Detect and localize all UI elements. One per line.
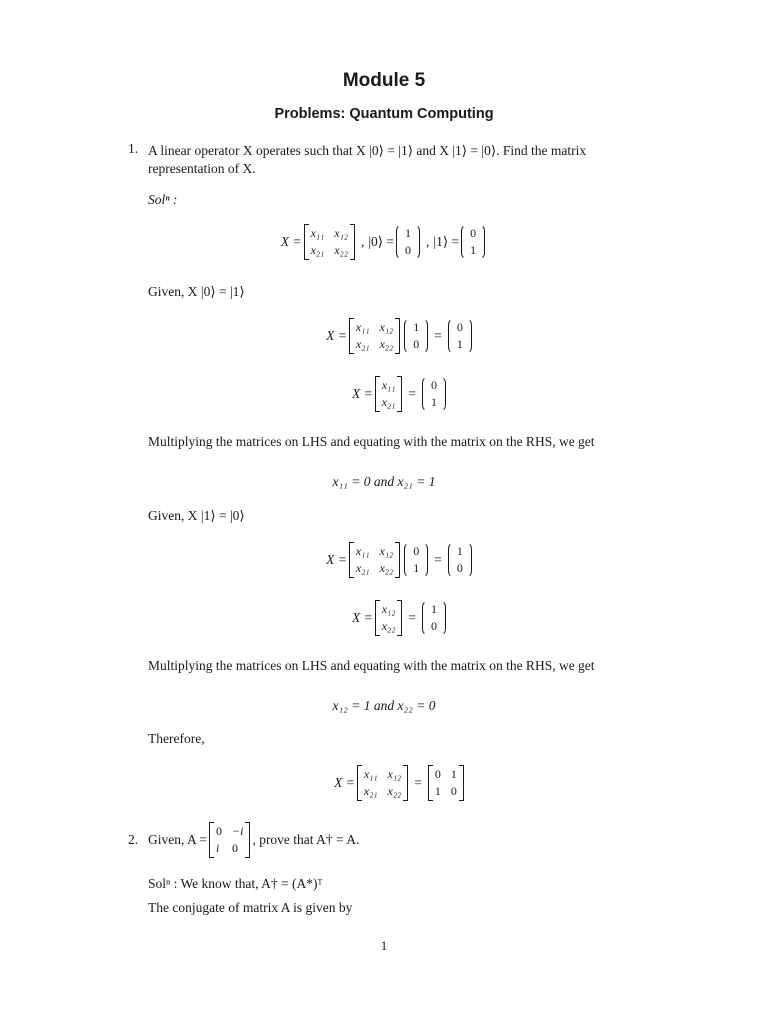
result-2: x₁₂ = 1 and x₂₂ = 0	[332, 698, 436, 713]
ket1-label: |1⟩ =	[433, 234, 460, 249]
ket0-vector: 1 0	[396, 224, 420, 260]
ket0-label: |0⟩ =	[368, 234, 395, 249]
equation-x-final: X = x₁₁ x₁₂ x₂₁ x₂₂ = 0 1 1 0	[0, 765, 768, 801]
matrix-x-general: x₁₁ x₁₂ x₂₁ x₂₂	[304, 224, 355, 260]
equation-x-col2: X = x₁₂ x₂₂ = 1 0	[0, 600, 768, 636]
page-number: 1	[380, 938, 388, 953]
equation-x-definition: X = x₁₁ x₁₂ x₂₁ x₂₂ , |0⟩ = 1 0 , |1⟩ = 0 1	[0, 224, 768, 260]
problem-2-statement: Given, A = 0 −i i 0 , prove that A† = A.	[148, 822, 359, 858]
result-1: x₁₁ = 0 and x₂₁ = 1	[332, 474, 436, 489]
equation-x-ket1: X = x₁₁ x₁₂ x₂₁ x₂₂ 0 1 = 1 0	[0, 542, 768, 578]
problem-1-solution-label: Solⁿ :	[148, 192, 178, 207]
eq-lhs: X =	[280, 234, 302, 249]
problem-1-number: 1.	[128, 141, 139, 156]
ket1-vector: 0 1	[461, 224, 485, 260]
multiplying-text-2: Multiplying the matrices on LHS and equating with the matrix on the RHS, we get	[148, 658, 595, 673]
problem-2-solution: Solⁿ : We know that, A† = (A*)ᵀ	[148, 876, 323, 891]
page-subtitle: Problems: Quantum Computing	[274, 106, 494, 122]
matrix-a: 0 −i i 0	[209, 822, 250, 858]
matrix-x-result: 0 1 1 0	[428, 765, 464, 801]
problem-1-line-1: A linear operator X operates such that X |0⟩ = |1⟩ and X |1⟩ = |0⟩. Find the matrix	[148, 143, 587, 158]
problem-1-line-2: representation of X.	[148, 161, 256, 176]
equation-x-col1: X = x₁₁ x₂₁ = 0 1	[0, 376, 768, 412]
conjugate-text: The conjugate of matrix A is given by	[148, 900, 353, 915]
given-x-ket0: Given, X |0⟩ = |1⟩	[148, 284, 245, 299]
problem-2-number: 2.	[128, 832, 139, 847]
given-x-ket1: Given, X |1⟩ = |0⟩	[148, 508, 245, 523]
therefore-text: Therefore,	[148, 731, 205, 746]
equation-x-ket0: X = x₁₁ x₁₂ x₂₁ x₂₂ 1 0 = 0 1	[0, 318, 768, 354]
page-title: Module 5	[342, 70, 426, 91]
multiplying-text-1: Multiplying the matrices on LHS and equating with the matrix on the RHS, we get	[148, 434, 595, 449]
